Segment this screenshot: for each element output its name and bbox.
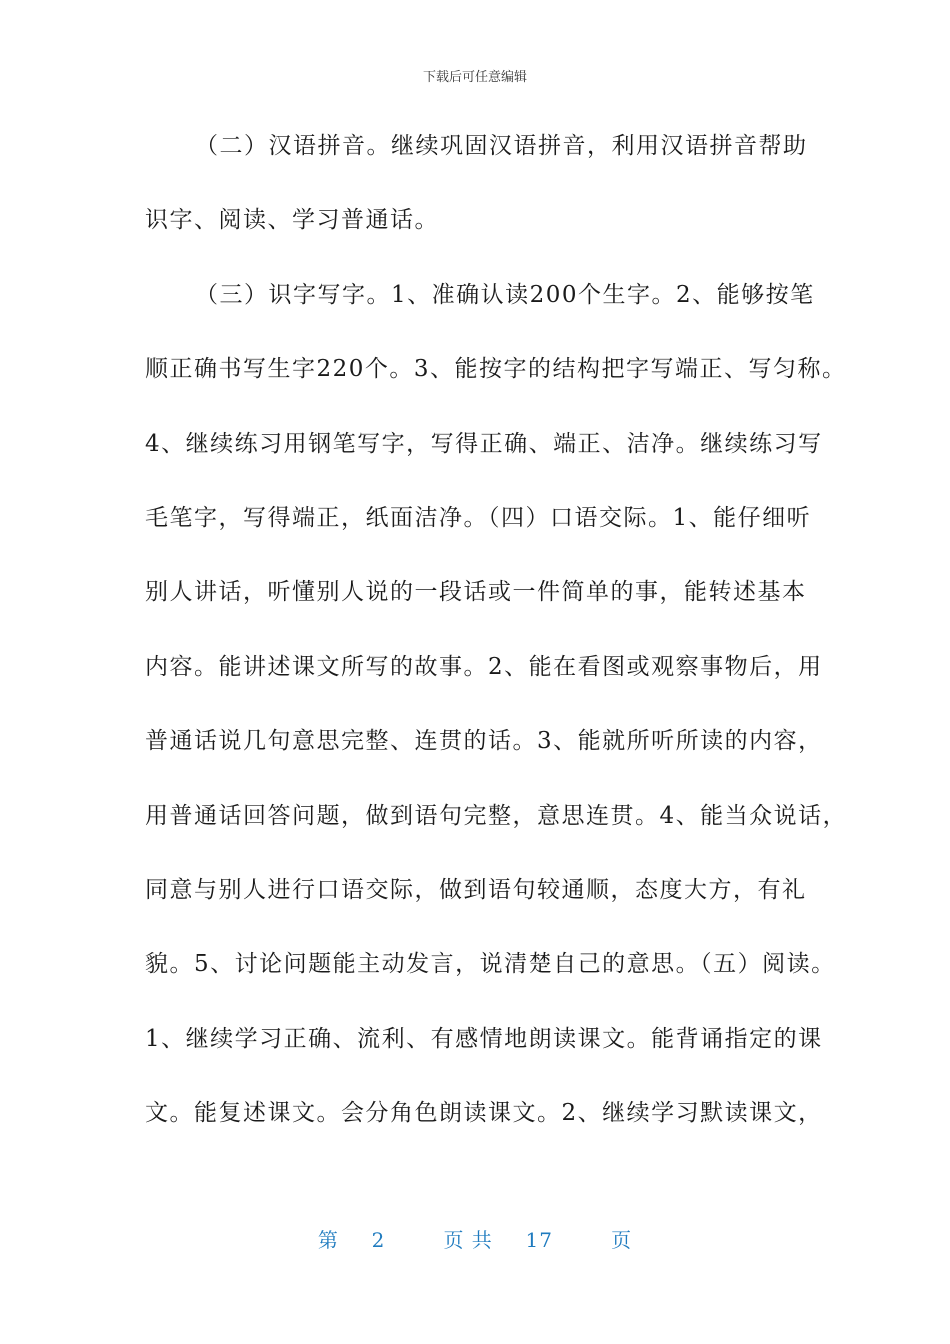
document-body xyxy=(145,118,848,1159)
paragraph-line: 顺正确书写生字220个。3、能按字的结构把字写端正、写匀称。 xyxy=(145,356,847,383)
paragraph-line: 识字、阅读、学习普通话。 xyxy=(145,207,439,234)
footer-suffix: 页 xyxy=(611,1228,633,1252)
footer-total-pages: 17 xyxy=(525,1228,553,1252)
page-header: 下载后可任意编辑 xyxy=(422,70,527,85)
footer-page-number: 2 xyxy=(371,1228,386,1252)
paragraph-line: 内容。能讲述课文所写的故事。2、能在看图或观察事物后，用 xyxy=(145,653,823,680)
paragraph-line: 同意与别人进行口语交际，做到语句较通顺，态度大方，有礼 xyxy=(145,876,807,903)
paragraph-line: 毛笔字，写得端正，纸面洁净。（四）口语交际。1、能仔细听 xyxy=(145,504,812,531)
page-footer xyxy=(0,1224,950,1253)
paragraph-line: 貌。5、讨论问题能主动发言，说清楚自己的意思。（五）阅读。 xyxy=(145,951,836,978)
footer-prefix: 第 xyxy=(317,1228,339,1252)
paragraph-line: （三）识字写字。1、准确认读200个生字。2、能够按笔 xyxy=(195,281,815,308)
paragraph-line: 1、继续学习正确、流利、有感情地朗读课文。能背诵指定的课 xyxy=(145,1025,823,1052)
paragraph-line: 文。能复述课文。会分角色朗读课文。2、继续学习默读课文， xyxy=(145,1100,823,1127)
paragraph-line: 4、继续练习用钢笔写字，写得正确、端正、洁净。继续练习写 xyxy=(145,430,823,457)
footer-middle: 页 共 xyxy=(443,1228,493,1252)
paragraph-line: 用普通话回答问题，做到语句完整，意思连贯。4、能当众说话， xyxy=(145,802,848,829)
paragraph-line: （二）汉语拼音。继续巩固汉语拼音，利用汉语拼音帮助 xyxy=(195,133,808,159)
paragraph-line: 普通话说几句意思完整、连贯的话。3、能就所听所读的内容， xyxy=(145,728,823,755)
paragraph-line: 别人讲话，听懂别人说的一段话或一件简单的事，能转述基本 xyxy=(145,579,807,606)
